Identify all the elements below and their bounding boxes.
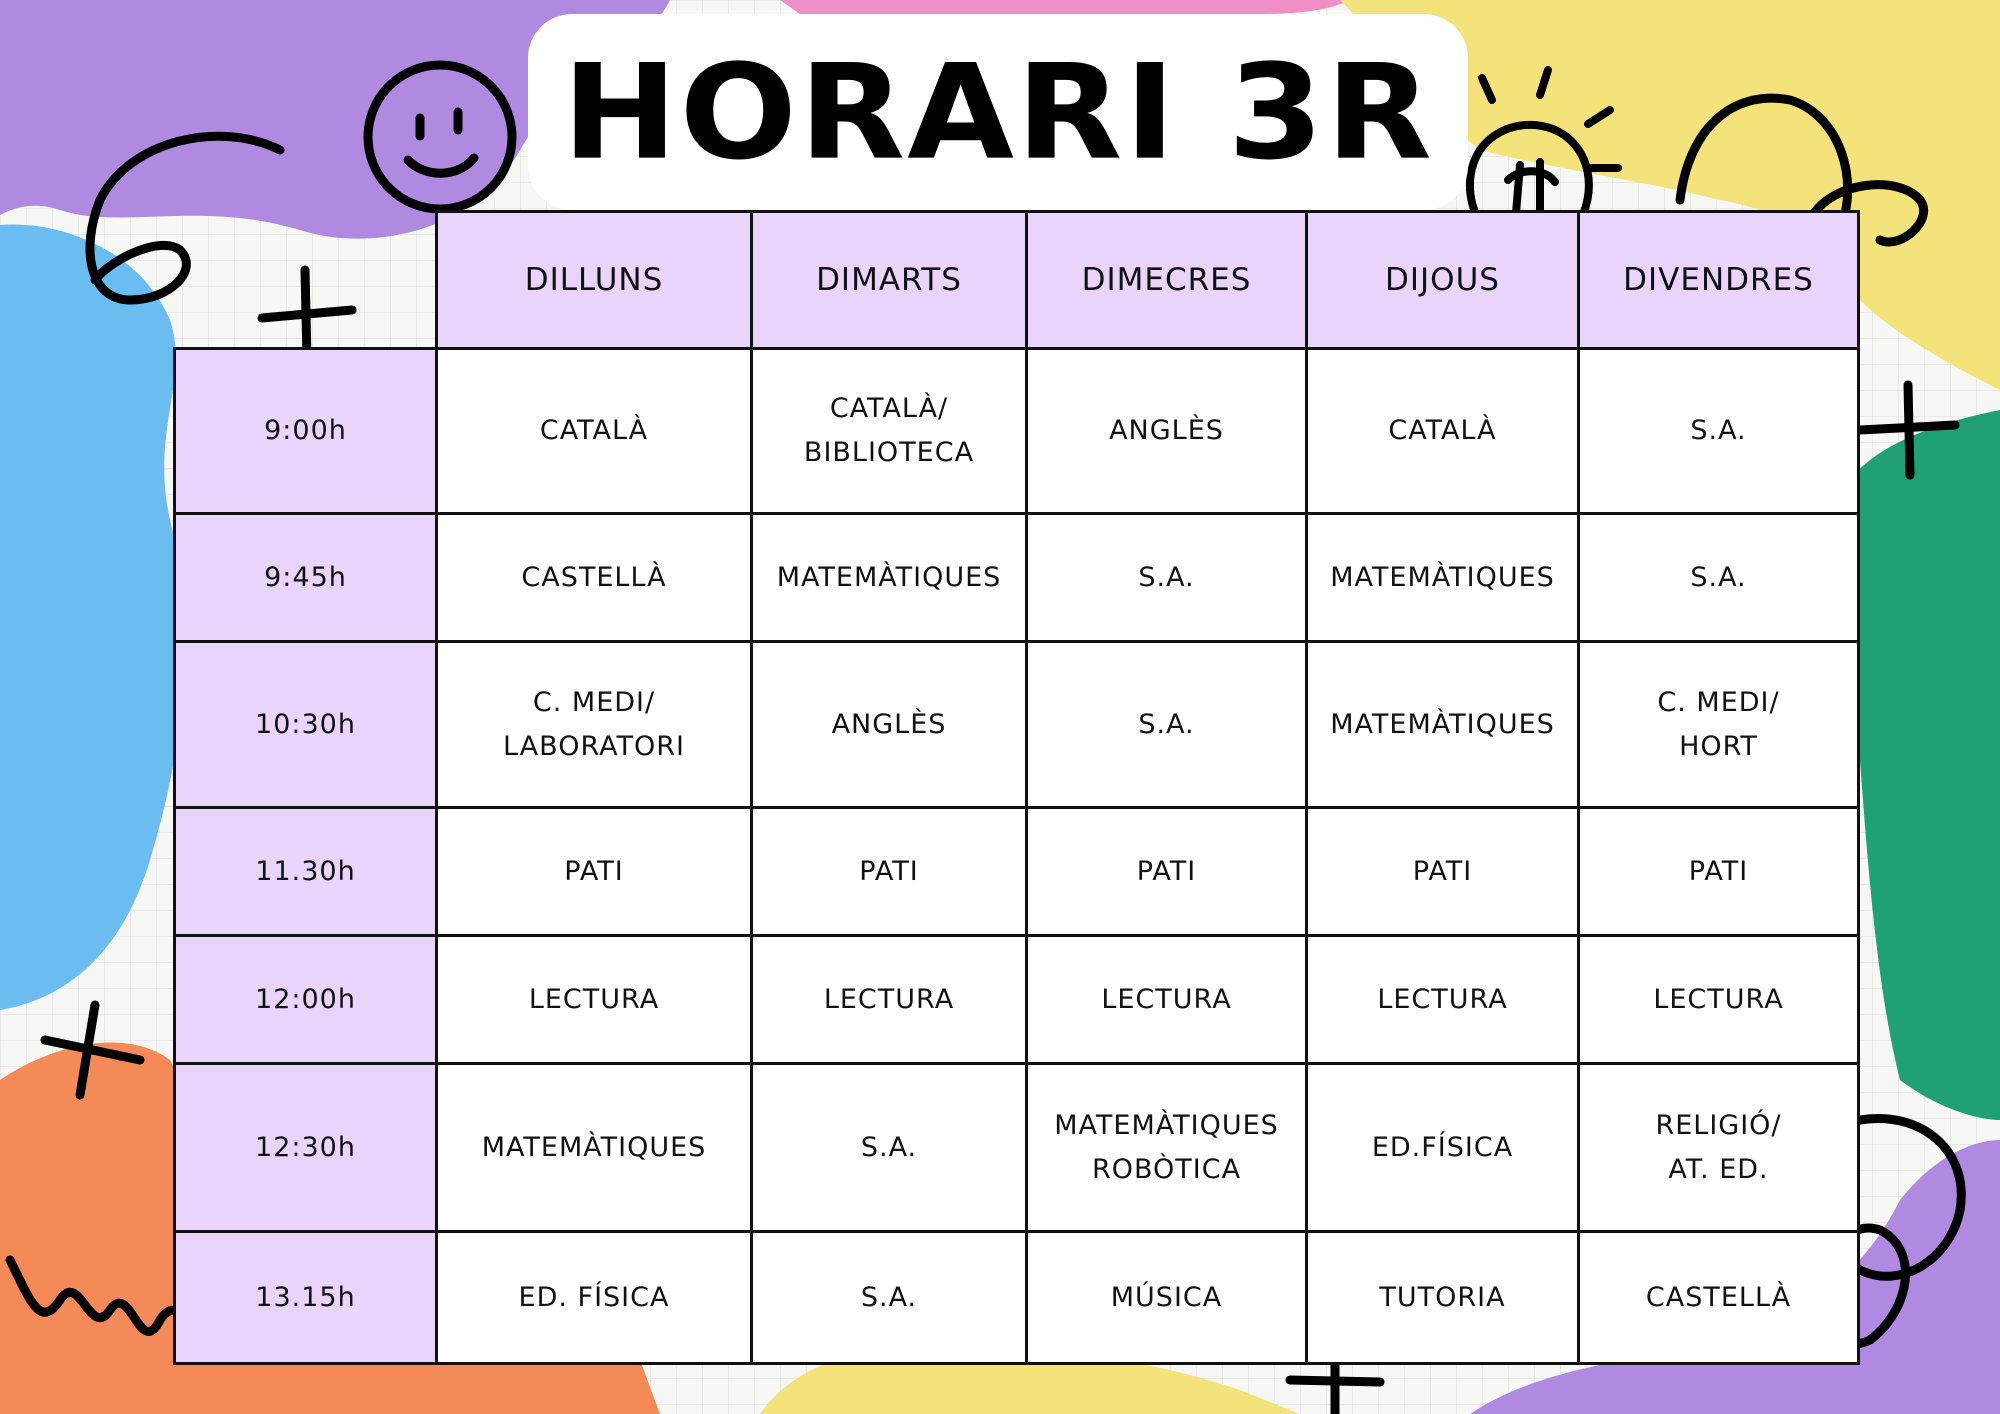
subject-label: C. MEDI/	[1657, 686, 1780, 718]
subject-label: LECTURA	[1377, 983, 1508, 1015]
subject-label: HORT	[1679, 730, 1758, 762]
subject-cell	[1579, 936, 1859, 1064]
subject-cell	[752, 1232, 1027, 1364]
corner-cell	[175, 212, 437, 349]
subject-cell	[1307, 642, 1579, 808]
subject-label: ED. FÍSICA	[518, 1281, 670, 1313]
subject-label: MATEMÀTIQUES	[776, 561, 1002, 593]
subject-label: TUTORIA	[1379, 1281, 1506, 1313]
subject-label: CASTELLÀ	[521, 561, 667, 593]
subject-cell	[1579, 642, 1859, 808]
subject-label: S.A.	[1690, 561, 1747, 593]
subject-cell	[437, 514, 752, 642]
subject-label: CATALÀ	[539, 415, 649, 446]
subject-cell	[437, 1064, 752, 1232]
subject-cell	[1579, 1064, 1859, 1232]
subject-cell	[1579, 514, 1859, 642]
subject-cell	[1307, 808, 1579, 936]
subject-label: S.A.	[860, 1131, 918, 1163]
subject-label: PATI	[859, 855, 919, 887]
subject-cell	[752, 936, 1027, 1064]
subject-cell	[1027, 349, 1307, 514]
time-cell: 9:00h	[175, 349, 437, 514]
time-cell: 9:45h	[175, 514, 437, 642]
subject-label: LECTURA	[1101, 983, 1232, 1015]
header-row	[175, 212, 1859, 349]
subject-label: MATEMÀTIQUES	[1054, 1109, 1279, 1141]
schedule-table	[173, 210, 1860, 1365]
time-cell: 12:00h	[175, 936, 437, 1064]
subject-label: CATALÀ/	[829, 393, 949, 424]
day-header: DILLUNS	[437, 212, 752, 349]
table-row	[175, 642, 1859, 808]
time-cell: 13.15h	[175, 1232, 437, 1364]
subject-cell	[752, 1064, 1027, 1232]
subject-cell	[437, 808, 752, 936]
subject-label: MÚSICA	[1110, 1281, 1223, 1313]
subject-label: ED.FÍSICA	[1371, 1131, 1514, 1163]
subject-cell	[437, 936, 752, 1064]
subject-label: BIBLIOTECA	[803, 437, 975, 468]
subject-cell	[752, 642, 1027, 808]
subject-label: MATEMÀTIQUES	[1330, 708, 1555, 740]
subject-label: PATI	[1136, 855, 1197, 887]
subject-cell	[1027, 642, 1307, 808]
subject-cell	[1307, 514, 1579, 642]
subject-label: LECTURA	[823, 983, 955, 1015]
subject-label: ANGLÈS	[831, 708, 947, 740]
subject-cell	[1027, 1064, 1307, 1232]
subject-label: S.A.	[860, 1281, 918, 1313]
subject-cell	[1307, 349, 1579, 514]
subject-label: S.A.	[1138, 561, 1195, 593]
time-cell: 11.30h	[175, 808, 437, 936]
subject-cell	[1027, 936, 1307, 1064]
subject-cell	[1579, 808, 1859, 936]
subject-label: C. MEDI/	[532, 686, 656, 718]
table-row	[175, 514, 1859, 642]
subject-cell	[437, 642, 752, 808]
subject-label: LECTURA	[528, 983, 660, 1015]
subject-cell	[1027, 808, 1307, 936]
table-row	[175, 1064, 1859, 1232]
subject-cell	[752, 514, 1027, 642]
subject-cell	[1307, 1232, 1579, 1364]
subject-label: S.A.	[1138, 708, 1195, 740]
subject-cell	[437, 349, 752, 514]
subject-label: S.A.	[1690, 415, 1747, 446]
subject-label: LECTURA	[1653, 983, 1784, 1015]
subject-label: PATI	[1412, 855, 1473, 887]
subject-label: CASTELLÀ	[1645, 1281, 1792, 1313]
subject-label: MATEMÀTIQUES	[1330, 561, 1555, 593]
subject-cell	[1027, 1232, 1307, 1364]
table-row	[175, 1232, 1859, 1364]
day-header: DIMECRES	[1027, 212, 1307, 349]
subject-label: ROBÒTICA	[1091, 1153, 1242, 1185]
subject-cell	[752, 808, 1027, 936]
subject-label: MATEMÀTIQUES	[481, 1131, 707, 1163]
title-banner	[528, 14, 1468, 210]
day-header: DIMARTS	[752, 212, 1027, 349]
table-row	[175, 349, 1859, 514]
pink-blob	[780, 0, 1350, 14]
subject-cell	[1027, 514, 1307, 642]
subject-cell	[1307, 936, 1579, 1064]
subject-label: ANGLÈS	[1109, 415, 1224, 446]
table-row	[175, 936, 1859, 1064]
time-cell: 10:30h	[175, 642, 437, 808]
subject-label: AT. ED.	[1668, 1153, 1769, 1185]
subject-label: LABORATORI	[503, 730, 685, 762]
subject-cell	[437, 1232, 752, 1364]
subject-cell	[752, 349, 1027, 514]
subject-label: RELIGIÓ/	[1655, 1109, 1782, 1141]
subject-cell	[1579, 1232, 1859, 1364]
day-header: DIJOUS	[1307, 212, 1579, 349]
table-row	[175, 808, 1859, 936]
subject-label: PATI	[564, 855, 624, 887]
page-title: HORARI 3R	[562, 35, 1434, 189]
subject-label: PATI	[1688, 855, 1749, 887]
subject-cell	[1307, 1064, 1579, 1232]
time-cell: 12:30h	[175, 1064, 437, 1232]
subject-label: CATALÀ	[1388, 415, 1497, 446]
day-header: DIVENDRES	[1579, 212, 1859, 349]
subject-cell	[1579, 349, 1859, 514]
